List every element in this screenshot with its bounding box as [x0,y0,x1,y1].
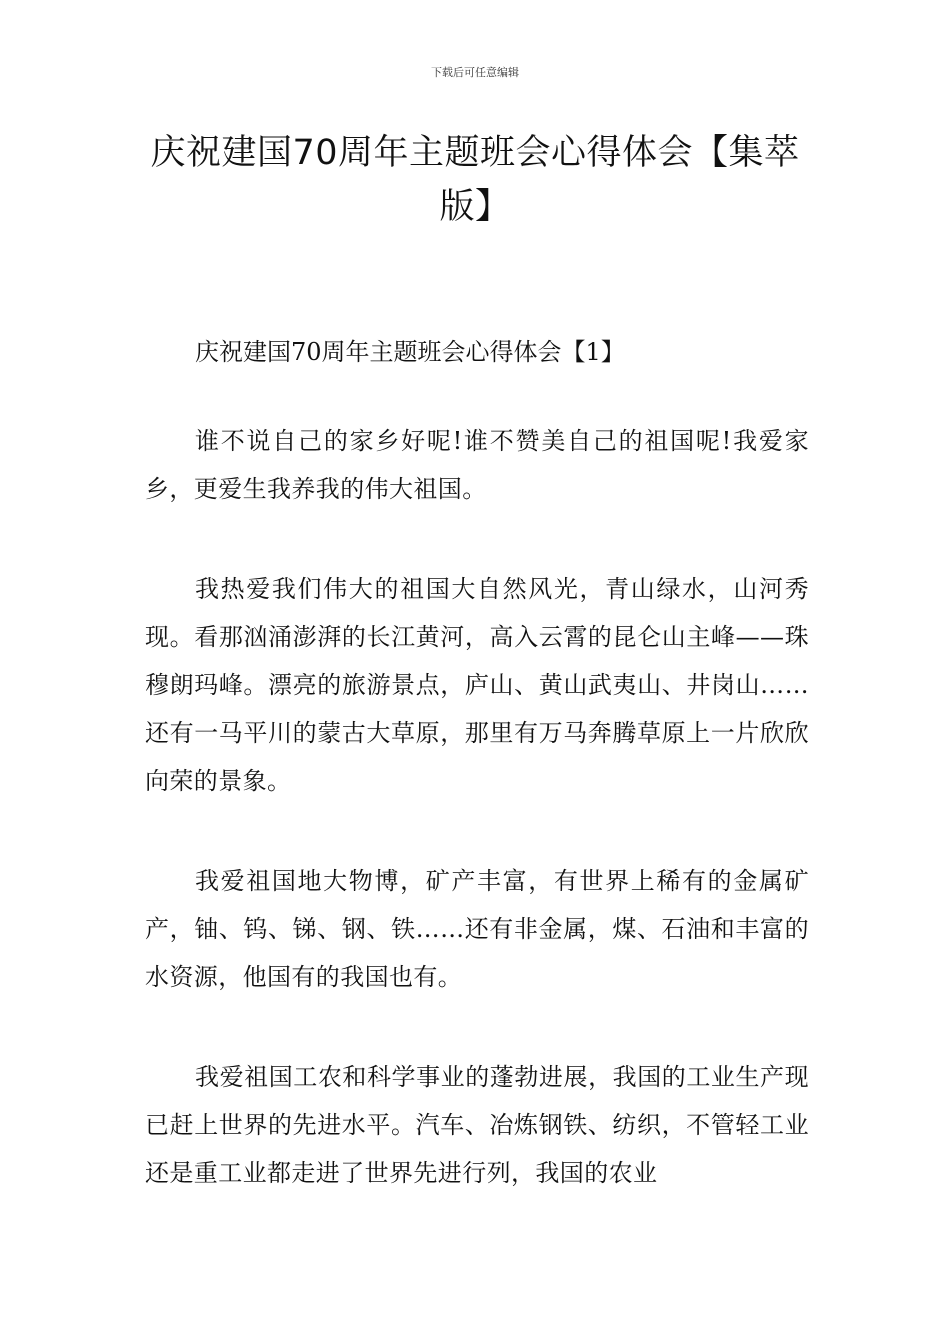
document-body [145,328,809,1249]
paragraph: 我爱祖国工农和科学事业的蓬勃进展，我国的工业生产现已赶上世界的先进水平。汽车、冶炼钢铁、纺织，不管轻工业还是重工业都走进了世界先进行列，我国的农业 [145,1063,809,1187]
section-subtitle: 庆祝建国70周年主题班会心得体会【1】 [195,338,625,366]
document-title: 庆祝建国70周年主题班会心得体会【集萃版】 [150,133,800,227]
paragraph: 我热爱我们伟大的祖国大自然风光，青山绿水，山河秀现。看那汹涌澎湃的长江黄河，高入云霄的昆仑山主峰——珠穆朗玛峰。漂亮的旅游景点，庐山、黄山武夷山、井岗山……还有一马平川的蒙古大草原，那里有万马奔腾草原上一片欣欣向荣的景象。 [145,575,809,795]
paragraph: 我爱祖国地大物博，矿产丰富，有世界上稀有的金属矿产，铀、钨、锑、钢、铁……还有非金属，煤、石油和丰富的水资源，他国有的我国也有。 [145,867,809,991]
paragraph: 谁不说自己的家乡好呢!谁不赞美自己的祖国呢!我爱家乡，更爱生我养我的伟大祖国。 [145,427,809,503]
header-note: 下载后可任意编辑 [431,66,519,79]
